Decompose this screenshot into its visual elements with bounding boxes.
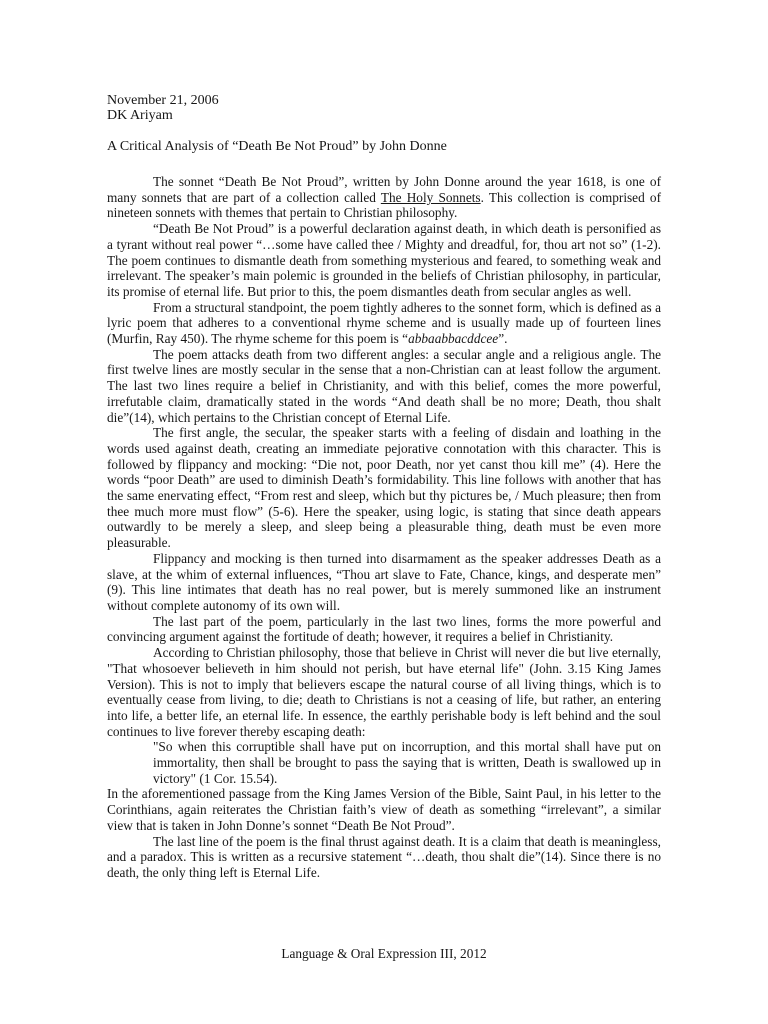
paragraph: The last line of the poem is the final thrust against death. It is a claim that death is meaningless, and a paradox. This is written as a recursive statement “…death, thou shalt die”(14). Since there is no death, the only thing left is Eternal Life. [107,833,661,880]
document-author: DK Ariyam [107,108,173,123]
paragraph: The last part of the poem, particularly in the last two lines, forms the more powerful and convincing argument against the fortitude of death; however, it requires a belief in Christianity. [107,613,661,645]
paragraph: In the aforementioned passage from the King James Version of the Bible, Saint Paul, in his letter to the Corinthians, again reiterates the Christian faith’s view of death as something “irrelevant”, a similar view that is taken in John Donne’s sonnet “Death Be Not Proud”. [107,786,661,833]
document-footer: Language & Oral Expression III, 2012 [281,946,487,961]
document-title: A Critical Analysis of “Death Be Not Proud” by John Donne [107,139,447,154]
rhyme-scheme: abbaabbacddcee [408,331,499,347]
paragraph: The sonnet “Death Be Not Proud”, written by John Donne around the year 1618, is one of many sonnets that are part of a collection called The Holy Sonnets. This collection is comprised of nineteen sonnets with themes that pertain to Christian philosophy. [107,174,661,221]
paragraph: The poem attacks death from two different angles: a secular angle and a religious angle. The first twelve lines are mostly secular in the sense that a non-Christian can at least follow the argument. The last two lines require a belief in Christianity, and with this belief, comes the more powerful, irrefutable claim, dramatically stated in the words “And death shall be no more; Death, thou shalt die”(14), which pertains to the Christian concept of Eternal Life. [107,346,661,425]
document-header [107,93,219,123]
holy-sonnets-title: The Holy Sonnets [380,189,481,205]
paragraph: From a structural standpoint, the poem tightly adheres to the sonnet form, which is defined as a lyric poem that adheres to a conventional rhyme scheme and is usually made up of fourteen lines (Murfin, Ray 450). The rhyme scheme for this poem is “abbaabbacddcee”. [107,299,661,347]
paragraph: The first angle, the secular, the speaker starts with a feeling of disdain and loathing in the words used against death, creating an immediate pejorative connotation with this character. This is followed by flippancy and mocking: “Die not, poor Death, nor yet canst thou kill me” (4). Here the words “poor Death” are used to diminish Death’s formidability. This line follows with another that has the same enervating effect, “From rest and sleep, which but thy pictures be, / Much pleasure; then from thee much more must flow” (5-6). Here the speaker, using logic, is stating that since death appears outwardly to be merely a sleep, and sleep being a pleasurable thing, death must be even more pleasurable. [107,425,661,551]
block-quote: "So when this corruptible shall have put on incorruption, and this mortal shall have put on immortality, then shall be brought to pass the saying that is written, Death is swallowed up in victory" (1 Cor. 15.54). [153,739,661,786]
document-body [107,174,661,881]
document-date: November 21, 2006 [107,93,219,108]
paragraph: Flippancy and mocking is then turned into disarmament as the speaker addresses Death as a slave, at the whim of external influences, “Thou art slave to Fate, Chance, kings, and desperate men” (9). This line intimates that death has no real power, but is merely summoned like an instrument without complete autonomy of its own will. [107,550,661,613]
paragraph: “Death Be Not Proud” is a powerful declaration against death, in which death is personified as a tyrant without real power “…some have called thee / Mighty and dreadful, for, thou art not so” (1-2). The poem continues to dismantle death from something mysterious and feared, to something weak and irrelevant. The speaker’s main polemic is grounded in the beliefs of Christian philosophy, in particular, its promise of eternal life. But prior to this, the poem dismantles death from secular angles as well. [107,221,661,299]
paragraph: According to Christian philosophy, those that believe in Christ will never die but live eternally, "That whosoever believeth in him should not perish, but have eternal life" (John. 3.15 King James Version). This is not to imply that believers escape the natural course of all living things, which is to eventually cease from living, to die; death to Christians is not a ceasing of life, but rather, an entering into life, a better life, an eternal life. In essence, the earthly perishable body is left behind and the soul continues to live forever thereby escaping death: [107,645,661,739]
